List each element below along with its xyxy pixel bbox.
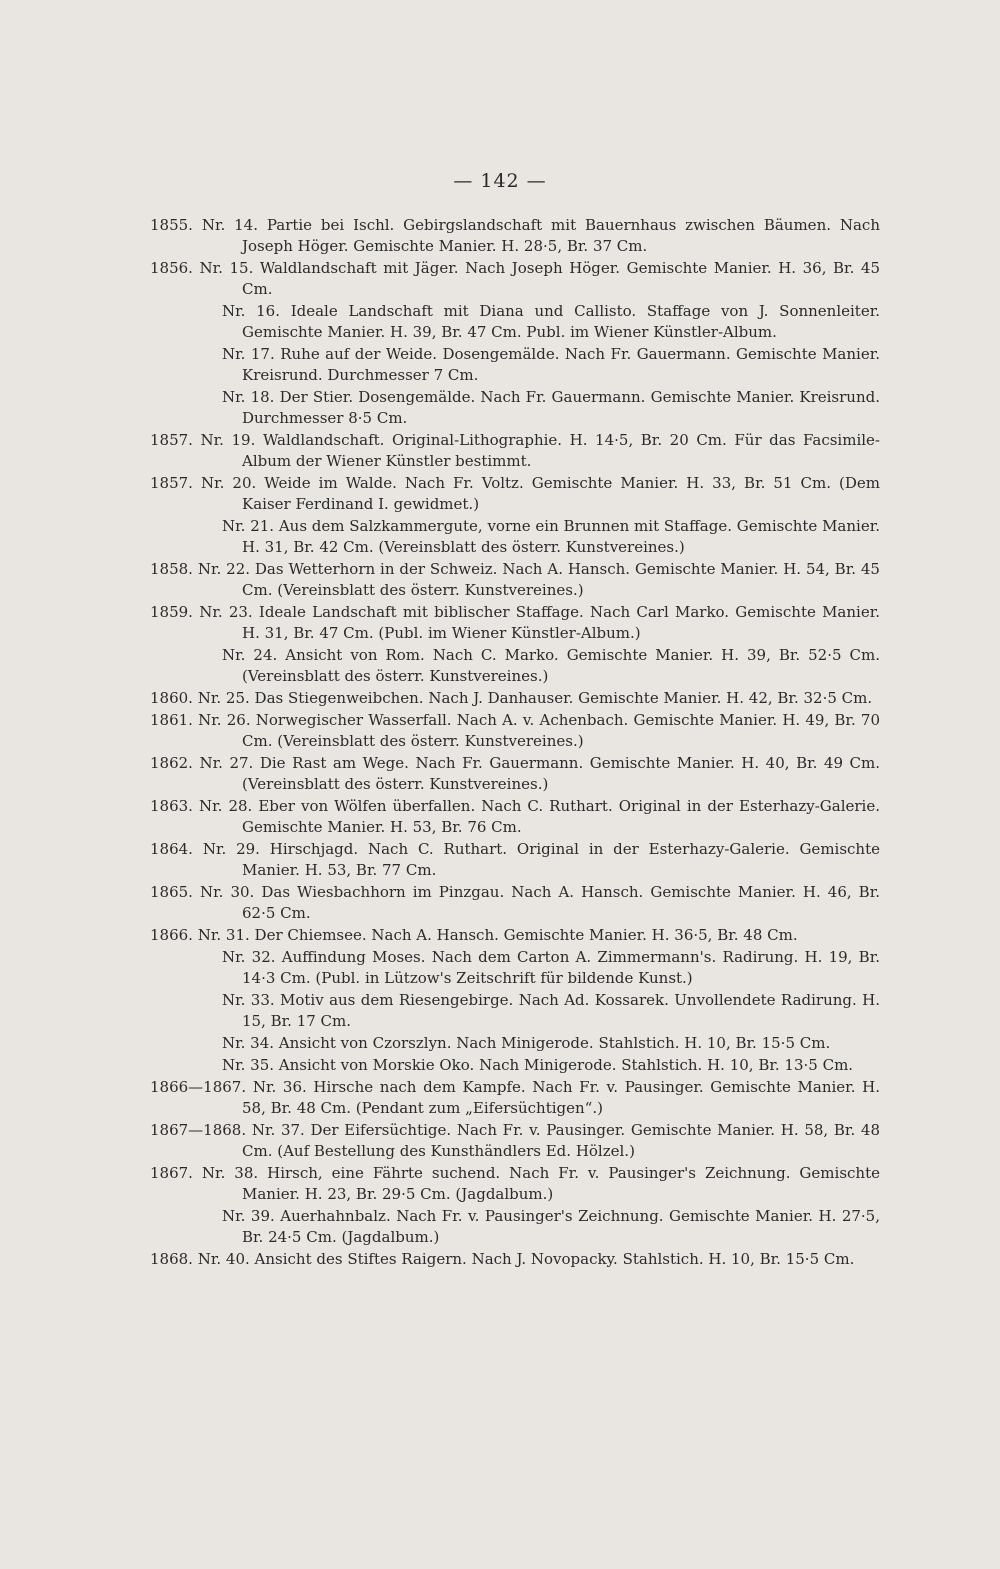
- catalogue-entry: [150, 1163, 880, 1205]
- catalogue-entry: [150, 215, 880, 257]
- catalogue-entry: [150, 947, 880, 989]
- entry-text: Nr. 26. Norwegischer Wasserfall. Nach A. v. Achenbach. Gemischte Manier. H. 49, Br. 70 Cm. (Vereinsblatt des österr. Kunstvereines.): [198, 711, 880, 750]
- entry-text: Nr. 18. Der Stier. Dosengemälde. Nach Fr. Gauermann. Gemischte Manier. Kreisrund. Durchmesser 8·5 Cm.: [222, 388, 880, 427]
- entry-text: Nr. 36. Hirsche nach dem Kampfe. Nach Fr. v. Pausinger. Gemischte Manier. H. 58, Br. 48 Cm. (Pendant zum „Eifersüchtigen“.): [242, 1078, 880, 1117]
- entry-text: Nr. 19. Waldlandschaft. Original-Lithographie. H. 14·5, Br. 20 Cm. Für das Facsimile-Album der Wiener Künstler bestimmt.: [200, 431, 880, 470]
- entry-year: 1865.: [150, 883, 193, 901]
- catalogue-entry: [150, 516, 880, 558]
- entry-text: Nr. 21. Aus dem Salzkammergute, vorne ein Brunnen mit Staffage. Gemischte Manier. H. 31, Br. 42 Cm. (Vereinsblatt des österr. Kunstvereines.): [222, 517, 880, 556]
- entry-text: Nr. 32. Auffindung Moses. Nach dem Carton A. Zimmermann's. Radirung. H. 19, Br. 14·3 Cm. (Publ. in Lützow's Zeitschrift für bildende Kunst.): [222, 948, 880, 987]
- catalogue-entry: [150, 258, 880, 300]
- catalogue-entry: [150, 1206, 880, 1248]
- catalogue-entries: [150, 215, 880, 1271]
- catalogue-entry: [150, 710, 880, 752]
- catalogue-entry: [150, 925, 880, 946]
- catalogue-entry: [150, 387, 880, 429]
- entry-year: 1856.: [150, 259, 193, 277]
- entry-text: Nr. 37. Der Eifersüchtige. Nach Fr. v. Pausinger. Gemischte Manier. H. 58, Br. 48 Cm. (Auf Bestellung des Kunsthändlers Ed. Hölzel.): [242, 1121, 880, 1160]
- catalogue-entry: [150, 688, 880, 709]
- entry-text: Nr. 23. Ideale Landschaft mit biblischer Staffage. Nach Carl Marko. Gemischte Manier. H. 31, Br. 47 Cm. (Publ. im Wiener Künstler-Album.): [199, 603, 880, 642]
- entry-text: Nr. 16. Ideale Landschaft mit Diana und Callisto. Staffage von J. Sonnenleiter. Gemischte Manier. H. 39, Br. 47 Cm. Publ. im Wiener Künstler-Album.: [222, 302, 880, 341]
- entry-year: 1859.: [150, 603, 193, 621]
- catalogue-entry: [150, 344, 880, 386]
- entry-year: 1855.: [150, 216, 193, 234]
- entry-year: 1866.: [150, 926, 193, 944]
- page-number: — 142 —: [453, 170, 547, 192]
- catalogue-entry: [150, 753, 880, 795]
- catalogue-entry: [150, 1077, 880, 1119]
- catalogue-entry: [150, 301, 880, 343]
- entry-year: 1867—1868.: [150, 1121, 247, 1139]
- entry-text: Nr. 28. Eber von Wölfen überfallen. Nach C. Ruthart. Original in der Esterhazy-Galerie. Gemischte Manier. H. 53, Br. 76 Cm.: [199, 797, 880, 836]
- entry-year: 1863.: [150, 797, 193, 815]
- entry-year: 1868.: [150, 1250, 193, 1268]
- catalogue-entry: [150, 430, 880, 472]
- entry-year: 1860.: [150, 689, 193, 707]
- entry-year: 1857.: [150, 431, 193, 449]
- entry-text: Nr. 31. Der Chiemsee. Nach A. Hansch. Gemischte Manier. H. 36·5, Br. 48 Cm.: [197, 926, 798, 944]
- entry-text: Nr. 24. Ansicht von Rom. Nach C. Marko. Gemischte Manier. H. 39, Br. 52·5 Cm. (Vereinsblatt des österr. Kunstvereines.): [222, 646, 880, 685]
- catalogue-entry: [150, 1120, 880, 1162]
- catalogue-entry: [150, 1249, 880, 1270]
- entry-text: Nr. 33. Motiv aus dem Riesengebirge. Nach Ad. Kossarek. Unvollendete Radirung. H. 15, Br. 17 Cm.: [222, 991, 880, 1030]
- entry-text: Nr. 34. Ansicht von Czorszlyn. Nach Minigerode. Stahlstich. H. 10, Br. 15·5 Cm.: [222, 1034, 831, 1052]
- catalogue-entry: [150, 1033, 880, 1054]
- catalogue-entry: [150, 473, 880, 515]
- entry-text: Nr. 39. Auerhahnbalz. Nach Fr. v. Pausinger's Zeichnung. Gemischte Manier. H. 27·5, Br. 24·5 Cm. (Jagdalbum.): [222, 1207, 880, 1246]
- catalogue-entry: [150, 1055, 880, 1076]
- entry-year: 1858.: [150, 560, 193, 578]
- catalogue-entry: [150, 796, 880, 838]
- catalogue-entry: [150, 645, 880, 687]
- entry-year: 1866—1867.: [150, 1078, 247, 1096]
- catalogue-entry: [150, 839, 880, 881]
- catalogue-entry: [150, 602, 880, 644]
- entry-year: 1857.: [150, 474, 193, 492]
- entry-text: Nr. 29. Hirschjagd. Nach C. Ruthart. Original in der Esterhazy-Galerie. Gemischte Manier. H. 53, Br. 77 Cm.: [202, 840, 880, 879]
- entry-text: Nr. 40. Ansicht des Stiftes Raigern. Nach J. Novopacky. Stahlstich. H. 10, Br. 15·5 Cm.: [197, 1250, 855, 1268]
- entry-text: Nr. 14. Partie bei Ischl. Gebirgslandschaft mit Bauernhaus zwischen Bäumen. Nach Joseph Höger. Gemischte Manier. H. 28·5, Br. 37 Cm.: [201, 216, 880, 255]
- catalogue-entry: [150, 559, 880, 601]
- entry-text: Nr. 38. Hirsch, eine Fährte suchend. Nach Fr. v. Pausinger's Zeichnung. Gemischte Manier. H. 23, Br. 29·5 Cm. (Jagdalbum.): [201, 1164, 880, 1203]
- catalogue-entry: [150, 882, 880, 924]
- entry-year: 1867.: [150, 1164, 193, 1182]
- entry-text: Nr. 17. Ruhe auf der Weide. Dosengemälde. Nach Fr. Gauermann. Gemischte Manier. Kreisrund. Durchmesser 7 Cm.: [222, 345, 880, 384]
- entry-text: Nr. 30. Das Wiesbachhorn im Pinzgau. Nach A. Hansch. Gemischte Manier. H. 46, Br. 62·5 Cm.: [200, 883, 880, 922]
- entry-text: Nr. 25. Das Stiegenweibchen. Nach J. Danhauser. Gemischte Manier. H. 42, Br. 32·5 Cm.: [197, 689, 873, 707]
- entry-text: Nr. 22. Das Wetterhorn in der Schweiz. Nach A. Hansch. Gemischte Manier. H. 54, Br. 45 Cm. (Vereinsblatt des österr. Kunstvereines.): [197, 560, 880, 599]
- entry-text: Nr. 27. Die Rast am Wege. Nach Fr. Gauermann. Gemischte Manier. H. 40, Br. 49 Cm. (Vereinsblatt des österr. Kunstvereines.): [199, 754, 881, 793]
- catalogue-entry: [150, 990, 880, 1032]
- entry-year: 1864.: [150, 840, 193, 858]
- entry-text: Nr. 20. Weide im Walde. Nach Fr. Voltz. Gemischte Manier. H. 33, Br. 51 Cm. (Dem Kaiser Ferdinand I. gewidmet.): [200, 474, 880, 513]
- entry-year: 1861.: [150, 711, 193, 729]
- entry-year: 1862.: [150, 754, 193, 772]
- entry-text: Nr. 15. Waldlandschaft mit Jäger. Nach Joseph Höger. Gemischte Manier. H. 36, Br. 45 Cm.: [199, 259, 880, 298]
- entry-text: Nr. 35. Ansicht von Morskie Oko. Nach Minigerode. Stahlstich. H. 10, Br. 13·5 Cm.: [222, 1056, 854, 1074]
